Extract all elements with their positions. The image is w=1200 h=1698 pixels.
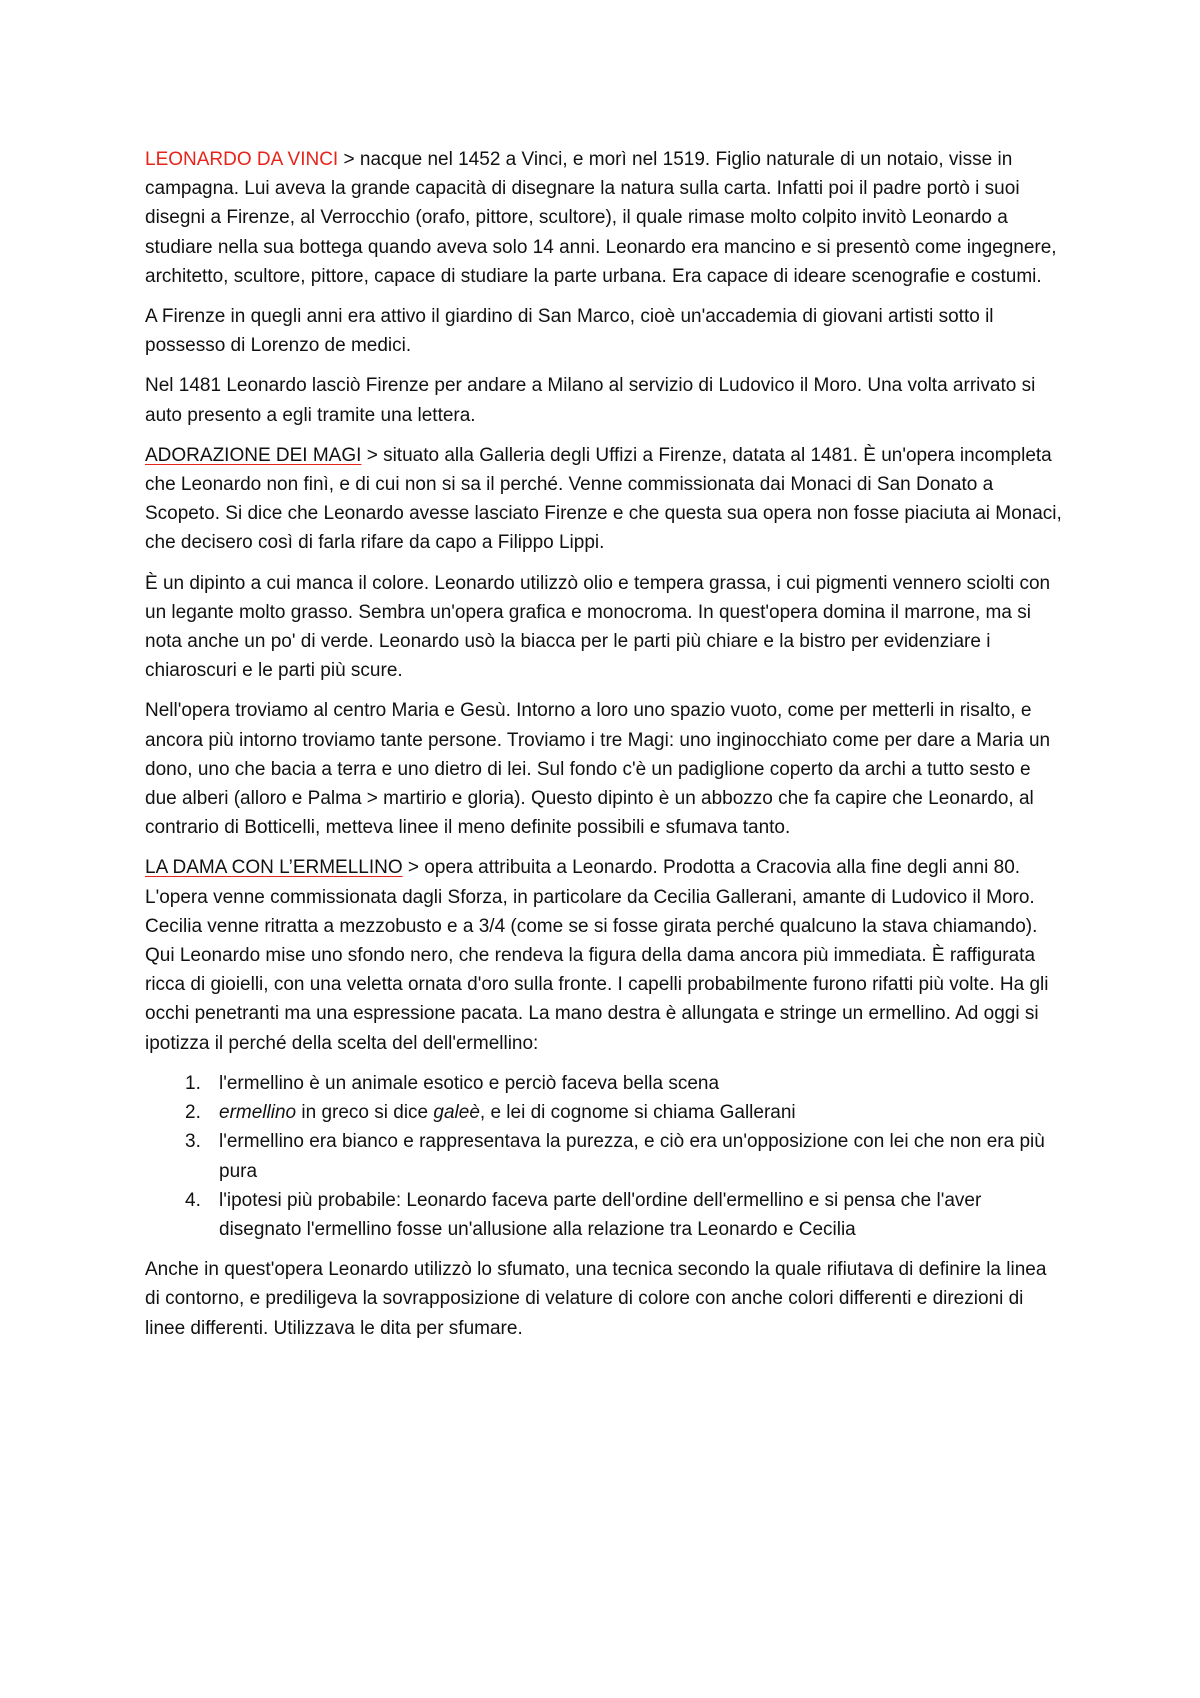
list-item-number: 3.: [185, 1131, 201, 1153]
italic-term-ermellino: ermellino: [219, 1102, 297, 1124]
list-item-text: in greco si dice: [296, 1102, 434, 1124]
paragraph-adorazione: [145, 441, 1065, 558]
list-item: [145, 1069, 1065, 1098]
adorazione-text: > situato alla Galleria degli Uffizi a Firenze, datata al 1481. È un'opera incompleta che Leonardo non finì, e di cui non si sa il perché. Venne commissionata dai Monaci di San Donato a Scopeto. Si dice che Leonardo avesse lasciato Firenze e che questa sua opera non fosse piaciuta ai Monaci, che decisero così di farla rifare da capo a Filippo Lippi.: [145, 444, 1062, 554]
list-item-number: 1.: [185, 1072, 201, 1094]
italic-term-galee: galeè: [433, 1102, 480, 1124]
heading-dama-con-ermellino: LA DAMA CON L’ERMELLINO: [145, 857, 403, 879]
paragraph-milano: Nel 1481 Leonardo lasciò Firenze per andare a Milano al servizio di Ludovico il Moro. Una volta arrivato si auto presento a egli tramite una lettera.: [145, 375, 1036, 426]
paragraph-firenze: A Firenze in quegli anni era attivo il giardino di San Marco, cioè un'accademia di giovani artisti sotto il possesso di Lorenzo de medici.: [145, 306, 994, 357]
heading-leonardo-da-vinci: LEONARDO DA VINCI: [145, 149, 339, 170]
list-item: [145, 1127, 1065, 1185]
paragraph-colore: È un dipinto a cui manca il colore. Leonardo utilizzò olio e tempera grassa, i cui pigmenti vennero sciolti con un legante molto grasso. Sembra un'opera grafica e monocroma. In quest'opera domina il marrone, ma si nota anche un po' di verde. Leonardo usò la biacca per le parti più chiare e la bistro per evidenziare i chiaroscuri e le parti più scure.: [145, 572, 1051, 682]
list-item-text: , e lei di cognome si chiama Gallerani: [479, 1102, 796, 1124]
leonardo-intro-text: > nacque nel 1452 a Vinci, e morì nel 1519. Figlio naturale di un notaio, visse in campagna. Lui aveva la grande capacità di disegnare la natura sulla carta. Infatti poi il padre portò i suoi disegni a Firenze, al Verrocchio (orafo, pittore, scultore), il quale rimase molto colpito invitò Leonardo a studiare nella sua bottega quando aveva solo 14 anni. Leonardo era mancino e si presentò come ingegnere, architetto, scultore, pittore, capace di studiare la parte urbana. Era capace di ideare scenografie e costumi.: [145, 149, 1057, 287]
list-item-text: l'ermellino è un animale esotico e perciò faceva bella scena: [219, 1072, 720, 1094]
document-page: [145, 145, 1065, 1354]
list-item: [145, 1098, 1065, 1127]
paragraph-centro: Nell'opera troviamo al centro Maria e Gesù. Intorno a loro uno spazio vuoto, come per metterli in risalto, e ancora più intorno troviamo tante persone. Troviamo i tre Magi: uno inginocchiato come per dare a Maria un dono, uno che bacia a terra e uno dietro di lei. Sul fondo c'è un padiglione coperto da archi a tutto sesto e due alberi (alloro e Palma > martirio e gloria). Questo dipinto è un abbozzo che fa capire che Leonardo, al contrario di Botticelli, metteva linee il meno definite possibili e sfumava tanto.: [145, 700, 1051, 839]
list-item-text: l'ipotesi più probabile: Leonardo faceva parte dell'ordine dell'ermellino e si pensa che l'aver disegnato l'ermellino fosse un'allusione alla relazione tra Leonardo e Cecilia: [219, 1189, 982, 1240]
list-item-text: l'ermellino era bianco e rappresentava la purezza, e ciò era un'opposizione con lei che non era più pura: [219, 1131, 1045, 1182]
ermellino-reasons-list: [145, 1069, 1065, 1244]
list-item-number: 4.: [185, 1189, 201, 1211]
paragraph-leonardo-intro: [145, 145, 1065, 291]
list-item-number: 2.: [185, 1102, 201, 1124]
list-item: [145, 1186, 1065, 1244]
paragraph-sfumato: Anche in quest'opera Leonardo utilizzò lo sfumato, una tecnica secondo la quale rifiutava di definire la linea di contorno, e prediligeva la sovrapposizione di velature di colore con anche colori differenti e direzioni di linee differenti. Utilizzava le dita per sfumare.: [145, 1259, 1047, 1339]
paragraph-dama: [145, 853, 1065, 1057]
heading-adorazione-dei-magi: ADORAZIONE DEI MAGI: [145, 444, 362, 466]
dama-text: > opera attribuita a Leonardo. Prodotta a Cracovia alla fine degli anni 80. L'opera venne commissionata dagli Sforza, in particolare da Cecilia Gallerani, amante di Ludovico il Moro. Cecilia venne ritratta a mezzobusto e a 3/4 (come se si fosse girata perché qualcuno la stava chiamando). Qui Leonardo mise uno sfondo nero, che rendeva la figura della dama ancora più immediata. È raffigurata ricca di gioielli, con una veletta ornata d'oro sulla fronte. I capelli probabilmente furono rifatti più volte. Ha gli occhi penetranti ma una espressione pacata. La mano destra è allungata e stringe un ermellino. Ad oggi si ipotizza il perché della scelta del dell'ermellino:: [145, 857, 1049, 1054]
